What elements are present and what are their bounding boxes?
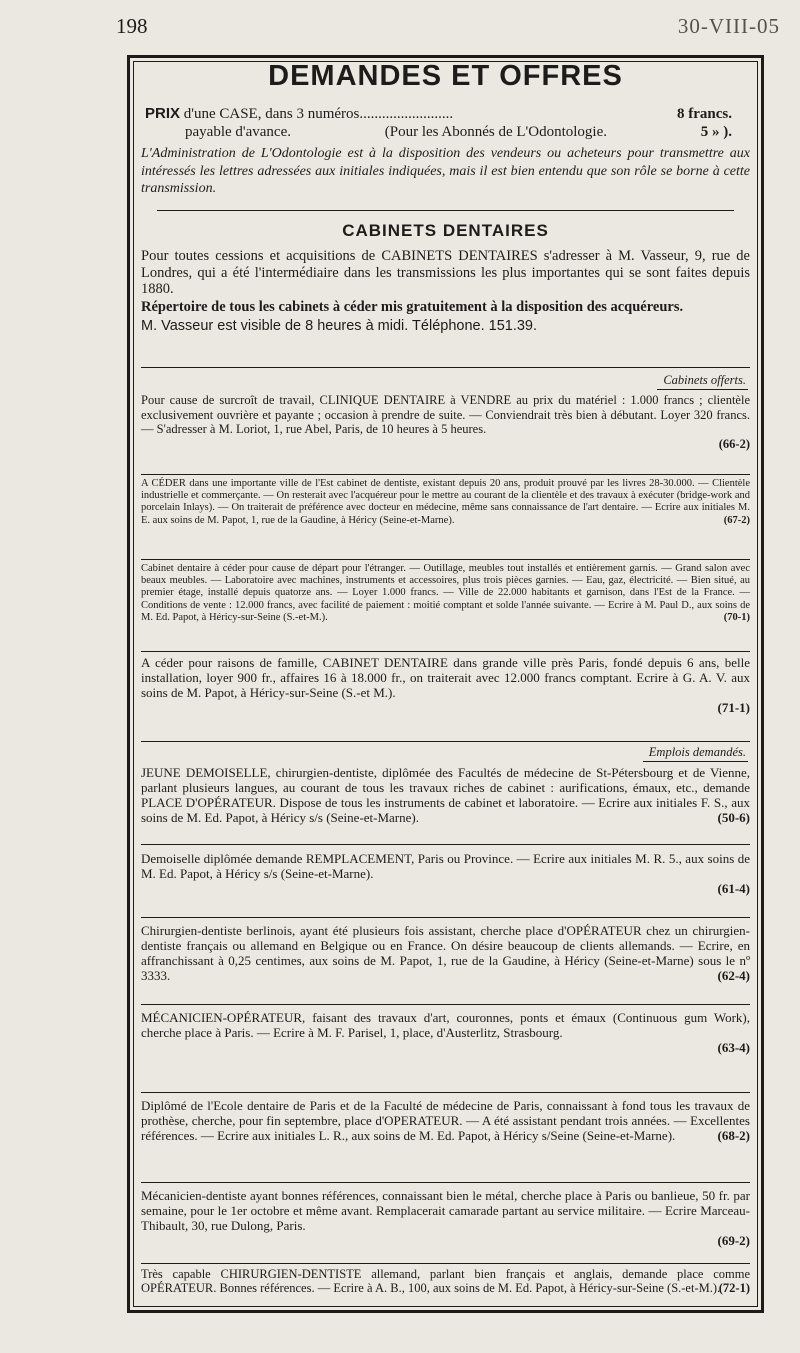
ad-reference: (63-4) bbox=[717, 1040, 750, 1055]
cabinets-block bbox=[139, 248, 752, 335]
price-description: d'une CASE, dans 3 numéros......................... bbox=[180, 106, 454, 122]
price-label: PRIX bbox=[145, 105, 181, 122]
ad-63 bbox=[139, 1010, 752, 1055]
ad-text: Diplômé de l'Ecole dentaire de Paris et de la Faculté de médecine de Paris, connaissant à fond tous les travaux de prothèse, cherche, pour fin septembre, place d'OPERATEUR. — A été assistant pendant trois années. — Excellentes références. — Ecrire aux initiales L. R., aux soins de M. Ed. Papot, à Héricy s/Seine (Seine-et-Marne). bbox=[141, 1098, 750, 1143]
divider bbox=[157, 210, 734, 211]
cabinets-heading: CABINETS DENTAIRES bbox=[342, 221, 549, 240]
ad-62 bbox=[139, 923, 752, 983]
ad-reference: (72-1) bbox=[718, 1281, 750, 1295]
ad-text: A CÉDER dans une importante ville de l'Est cabinet de dentiste, existant depuis 20 ans, produit prouvé par les livres 28-30.000. — Clientèle industrielle et commerçante. — On resterait avec l'acquéreur pour le mettre au courant de la clientèle et des travaux à exécuter (bridge-work and porcelain Inlays). — On traiterait de préférence avec docteur en médecine, même sans connaissance de l'art dentaire. — Ecrire aux initiales M. E. aux soins de M. Papot, 1, rue de la Gaudine, à Héricy (Seine-et-Marne). bbox=[141, 478, 750, 526]
divider bbox=[141, 651, 750, 652]
divider bbox=[141, 559, 750, 560]
ad-reference: (67-2) bbox=[723, 514, 750, 526]
page-header bbox=[0, 14, 800, 42]
page-title: DEMANDES ET OFFRES bbox=[268, 60, 623, 92]
repertoire-paragraph: Répertoire de tous les cabinets à céder mis gratuitement à la disposition des acquéreurs. bbox=[141, 298, 684, 315]
ad-reference: (61-4) bbox=[717, 881, 750, 896]
ad-text: Pour cause de surcroît de travail, CLINIQUE DENTAIRE à VENDRE au prix du matériel : 1.000 francs ; clientèle exclusivement ouvrière et payante ; occasion à prendre de suite. — Conviendrait très bien à débutant. Loyer 320 francs. — S'adresser à M. Loriot, 1, rue Abel, Paris, de 10 heures à 5 heures. bbox=[141, 393, 750, 437]
ad-reference: (68-2) bbox=[717, 1128, 750, 1143]
divider bbox=[141, 474, 750, 475]
administration-notice: L'Administration de L'Odontologie est à la disposition des vendeurs ou acheteurs pour transmettre aux intéressés les lettres adressées aux initiales indiquées, mais il est bien entendu que son rôle se borne à cette transmission. bbox=[141, 146, 750, 196]
subscriber-price: 5 » ). bbox=[700, 124, 732, 140]
ad-50 bbox=[139, 765, 752, 825]
ad-reference: (70-1) bbox=[723, 612, 750, 624]
ad-text: Très capable CHIRURGIEN-DENTISTE allemand, parlant bien français et anglais, demande place comme OPÉRATEUR. Bonnes références. — Ecrire à A. B., 100, aux soins de M. Ed. Papot, à Héricy-sur-Seine (S.-et-M.). bbox=[141, 1267, 750, 1295]
divider bbox=[141, 1004, 750, 1005]
category-cabinets-offerts: Cabinets offerts. bbox=[663, 373, 746, 387]
ad-69 bbox=[139, 1188, 752, 1248]
ad-67 bbox=[139, 478, 752, 527]
ad-text: JEUNE DEMOISELLE, chirurgien-dentiste, diplômée des Facultés de médecine de St-Pétersbourg et de Vienne, parlant plusieurs langues, au courant de tous les travaux riches de cabinet : aurifications, émaux, etc., demande PLACE D'OPÉRATEUR. Dispose de tous les instruments de cabinet et laboratoire. — Ecrire aux initiales F. S., aux soins de M. Ed. Papot, à Héricy s/s (Seine-et-Marne). bbox=[141, 765, 750, 825]
divider bbox=[141, 1092, 750, 1093]
ad-72 bbox=[139, 1267, 752, 1295]
ad-70 bbox=[139, 563, 752, 624]
ad-reference: (66-2) bbox=[718, 436, 750, 451]
divider bbox=[141, 741, 750, 742]
divider bbox=[141, 367, 750, 368]
ad-71 bbox=[139, 655, 752, 715]
ad-text: MÉCANICIEN-OPÉRATEUR, faisant des travaux d'art, couronnes, ponts et émaux (Continuous gum Work), cherche place à Paris. — Ecrire à M. F. Parisel, 1, place, d'Austerlitz, Strasbourg. bbox=[141, 1010, 750, 1040]
ad-61 bbox=[139, 851, 752, 896]
ad-text: A céder pour raisons de famille, CABINET DENTAIRE dans grande ville près Paris, fondé depuis 6 ans, belle installation, loyer 900 fr., affaires 16 à 18.000 fr., on traiterait avec 12.000 francs comptant. Ecrire à G. A. V. aux soins de M. Papot, à Héricy-sur-Seine (S.-et M.). bbox=[141, 655, 750, 700]
advertisement-frame bbox=[127, 55, 764, 1313]
page-number: 198 bbox=[116, 14, 148, 38]
divider bbox=[141, 917, 750, 918]
ad-66 bbox=[139, 393, 752, 451]
subscriber-note: (Pour les Abonnés de L'Odontologie. bbox=[384, 124, 607, 140]
issue-date: 30-VIII-05 bbox=[677, 14, 780, 38]
cabinets-paragraph: Pour toutes cessions et acquisitions de CABINETS DENTAIRES s'adresser à M. Vasseur, 9, rue de Londres, qui a été l'intermédiaire dans les transmissions les plus importantes qui se sont faites depuis 1880. bbox=[141, 248, 750, 297]
category-emplois-demandes: Emplois demandés. bbox=[648, 745, 746, 759]
ad-reference: (50-6) bbox=[717, 810, 750, 825]
vasseur-hours: M. Vasseur est visible de 8 heures à midi. Téléphone. 151.39. bbox=[141, 318, 538, 334]
ad-reference: (62-4) bbox=[717, 968, 750, 983]
ad-text: Mécanicien-dentiste ayant bonnes références, connaissant bien le métal, cherche place à Paris ou banlieue, 50 fr. par semaine, pour le 1er octobre et même avant. Remplacerait camarade partant au service militaire. — Ecrire Marceau-Thibault, 30, rue Dulong, Paris. bbox=[141, 1188, 750, 1233]
payment-terms: payable d'avance. bbox=[185, 124, 291, 140]
divider bbox=[141, 1263, 750, 1264]
divider bbox=[141, 1182, 750, 1183]
ad-reference: (69-2) bbox=[717, 1233, 750, 1248]
ad-68 bbox=[139, 1098, 752, 1143]
ad-reference: (71-1) bbox=[717, 700, 750, 715]
ad-text: Cabinet dentaire à céder pour cause de départ pour l'étranger. — Outillage, meubles tout installés et entièrement garnis. — Grand salon avec beaux meubles. — Laboratoire avec machines, instruments et accessoires, plus trois pièces garnies. — Eau, gaz, électricité. — Bien situé, au premier étage, installé depuis quatorze ans. — Loyer 1.000 francs. — Ville de 22.000 habitants et garnison, dans l'Est de la France. — Conditions de vente : 12.000 francs, avec facilité de paiement : moitié comptant et solde l'année suivante. — Ecrire à M. Paul D., aux soins de M. Ed. Papot, à Héricy-sur-Seine (S.-et-M.). bbox=[141, 563, 750, 623]
price-block bbox=[145, 105, 732, 141]
ad-text: Chirurgien-dentiste berlinois, ayant été plusieurs fois assistant, cherche place d'OPÉRATEUR chez un chirurgien-dentiste français ou allemand en Belgique ou en France. On désire beaucoup de clients allemands. — Ecrire, en affranchissant à 0,25 centimes, aux soins de M. Papot, 1, rue de la Gaudine, à Héricy (Seine-et-Marne) sous le nº 3333. bbox=[141, 923, 750, 983]
price-value: 8 francs. bbox=[677, 106, 732, 122]
divider bbox=[141, 844, 750, 845]
ad-text: Demoiselle diplômée demande REMPLACEMENT, Paris ou Province. — Ecrire aux initiales M. R. 5., aux soins de M. Ed. Papot, à Héricy s/s (Seine-et-Marne). bbox=[141, 851, 750, 881]
